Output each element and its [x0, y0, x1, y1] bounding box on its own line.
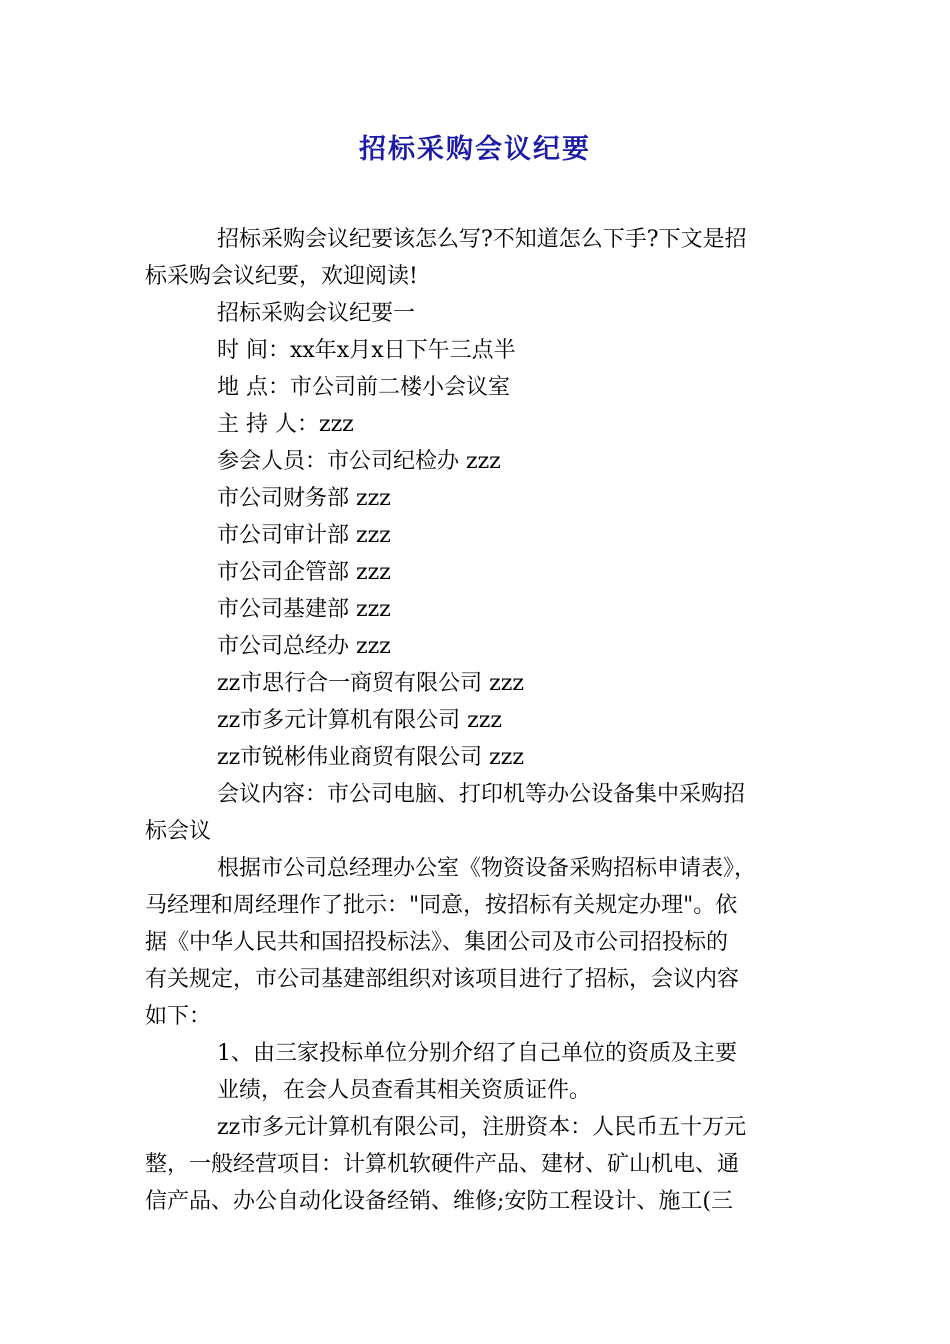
item-line: 业绩，在会人员查看其相关资质证件。: [217, 1078, 592, 1103]
meeting-content-line-1: 会议内容：市公司电脑、打印机等办公设备集中采购招: [217, 782, 746, 807]
company-paragraph-line: 整，一般经营项目：计算机软硬件产品、建材、矿山机电、通: [145, 1152, 740, 1177]
meeting-location: 地 点：市公司前二楼小会议室: [217, 375, 510, 400]
attendee-line: 参会人员：市公司纪检办 zzz: [217, 449, 501, 474]
attendee-line: 市公司财务部 zzz: [217, 486, 391, 511]
paragraph-line: 马经理和周经理作了批示："同意，按招标有关规定办理"。依: [145, 893, 738, 918]
attendee-line: 市公司企管部 zzz: [217, 560, 391, 585]
paragraph-line: 有关规定，市公司基建部组织对该项目进行了招标，会议内容: [145, 967, 740, 992]
paragraph-line: 根据市公司总经理办公室《物资设备采购招标申请表》，: [217, 856, 757, 881]
intro-line-2: 标采购会议纪要，欢迎阅读!: [145, 264, 418, 289]
section-heading: 招标采购会议纪要一: [217, 301, 416, 326]
meeting-content-line-2: 标会议: [145, 819, 212, 844]
attendee-line: zz市锐彬伟业商贸有限公司 zzz: [217, 745, 524, 770]
document-body: [145, 221, 805, 1220]
attendee-line: zz市思行合一商贸有限公司 zzz: [217, 671, 524, 696]
attendee-line: 市公司总经办 zzz: [217, 634, 391, 659]
attendee-line: 市公司基建部 zzz: [217, 597, 391, 622]
company-paragraph-line: zz市多元计算机有限公司，注册资本：人民币五十万元: [217, 1115, 747, 1140]
paragraph-line: 据《中华人民共和国招投标法》、集团公司及市公司招投标的: [145, 930, 729, 955]
intro-line-1: 招标采购会议纪要该怎么写?不知道怎么下手?下文是招: [217, 227, 747, 252]
attendee-line: 市公司审计部 zzz: [217, 523, 391, 548]
company-paragraph-line: 信产品、办公自动化设备经销、维修;安防工程设计、施工(三: [145, 1189, 733, 1214]
paragraph-line: 如下：: [145, 1004, 212, 1029]
meeting-time: 时 间：xx年x月x日下午三点半: [217, 338, 516, 363]
meeting-host: 主 持 人：zzz: [217, 412, 354, 437]
attendee-line: zz市多元计算机有限公司 zzz: [217, 708, 502, 733]
item-line: 1、由三家投标单位分别介绍了自己单位的资质及主要: [217, 1041, 737, 1066]
document-title: 招标采购会议纪要: [359, 134, 591, 165]
